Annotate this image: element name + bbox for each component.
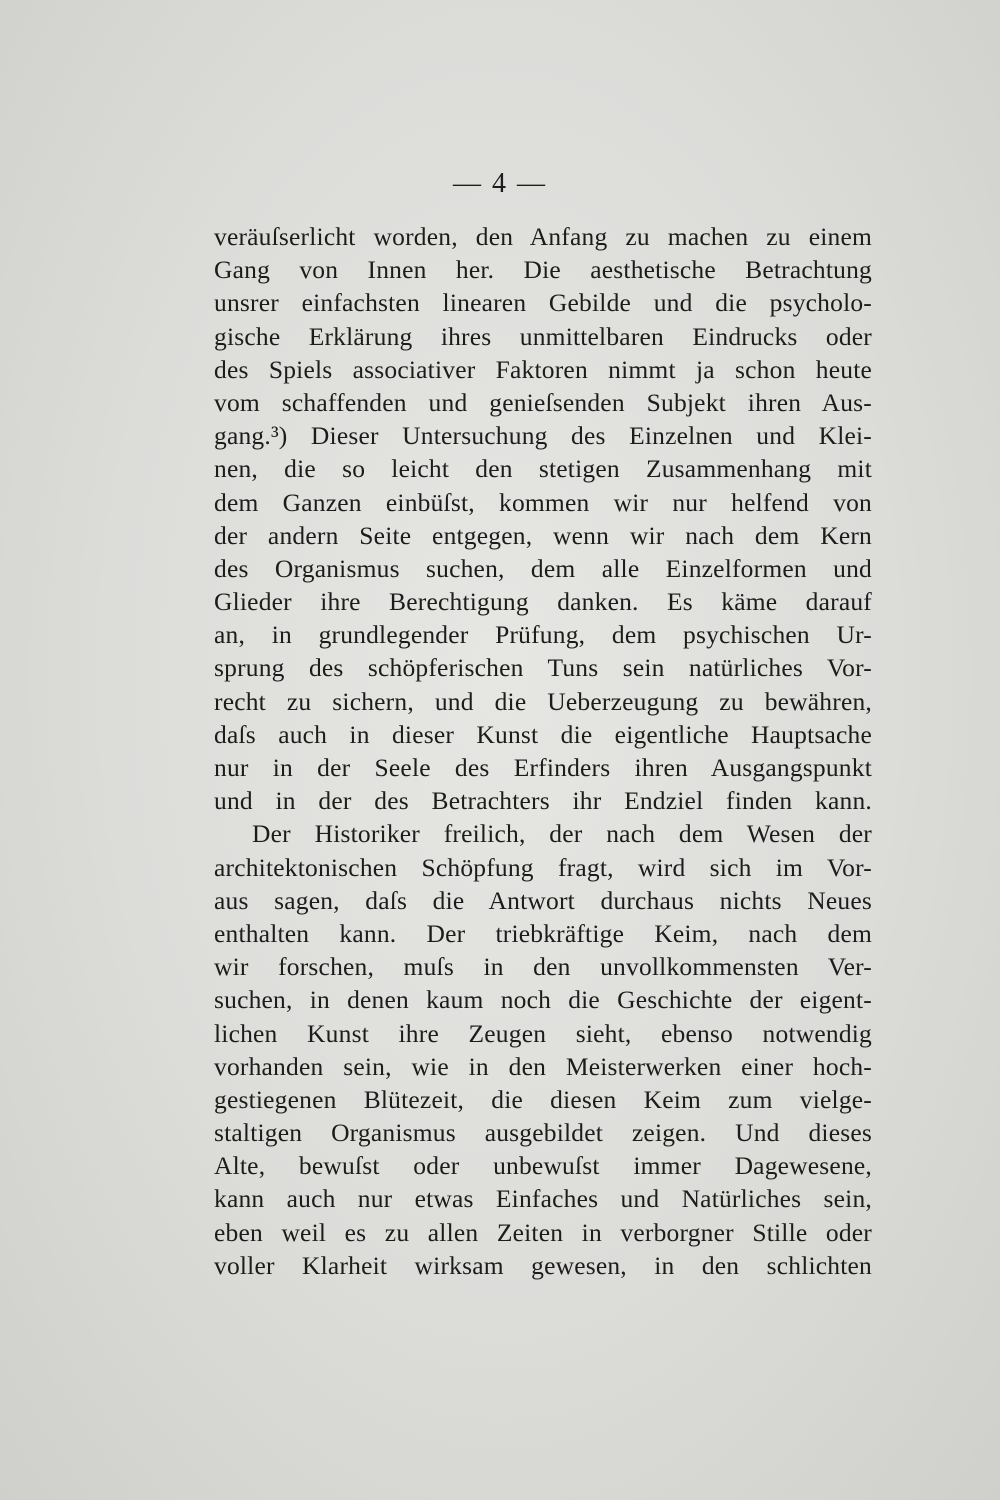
text-line: Der Historiker freilich, der nach dem Wesen der <box>252 819 872 849</box>
text-line: dem Ganzen einbüſst, kommen wir nur helfend von <box>214 487 872 517</box>
text-line: und in der des Betrachters ihr Endziel finden kann. <box>214 786 872 816</box>
text-line: vorhanden sein, wie in den Meisterwerken einer hoch- <box>214 1051 872 1081</box>
text-line: daſs auch in dieser Kunst die eigentliche Hauptsache <box>214 719 872 749</box>
text-line: des Spiels associativer Faktoren nimmt ja schon heute <box>214 354 872 384</box>
text-line: unsrer einfachsten linearen Gebilde und die psycholo- <box>214 288 872 318</box>
page-number-header: — 4 — <box>453 168 547 199</box>
text-line: nen, die so leicht den stetigen Zusammenhang mit <box>214 454 872 484</box>
text-line: gestiegenen Blütezeit, die diesen Keim zum vielge- <box>214 1084 872 1114</box>
text-line: architektonischen Schöpfung fragt, wird sich im Vor- <box>214 852 872 882</box>
text-line: suchen, in denen kaum noch die Geschichte der eigent- <box>214 985 872 1015</box>
text-line: kann auch nur etwas Einfaches und Natürliches sein, <box>214 1184 872 1214</box>
text-line: voller Klarheit wirksam gewesen, in den schlichten <box>214 1250 872 1280</box>
text-line: Alte, bewuſst oder unbewuſst immer Dagewesene, <box>214 1151 872 1181</box>
text-line: vom schaffenden und genieſsenden Subjekt ihren Aus- <box>214 387 872 417</box>
text-line: eben weil es zu allen Zeiten in verborgner Stille oder <box>214 1217 872 1247</box>
text-line: aus sagen, daſs die Antwort durchaus nichts Neues <box>214 885 872 915</box>
text-line: recht zu sichern, und die Ueberzeugung zu bewähren, <box>214 686 872 716</box>
text-line: der andern Seite entgegen, wenn wir nach dem Kern <box>214 520 872 550</box>
text-line: nur in der Seele des Erfinders ihren Ausgangspunkt <box>214 753 872 782</box>
text-line: Glieder ihre Berechtigung danken. Es käme darauf <box>214 587 872 617</box>
text-line: veräuſserlicht worden, den Anfang zu machen zu einem <box>214 222 872 251</box>
text-line: wir forschen, muſs in den unvollkommensten Ver- <box>214 952 872 982</box>
text-line: gang.³) Dieser Untersuchung des Einzelnen und Klei- <box>214 421 872 451</box>
body-text <box>214 220 872 1282</box>
text-line: sprung des schöpferischen Tuns sein natürliches Vor- <box>214 653 872 683</box>
text-line: an, in grundlegender Prüfung, dem psychischen Ur- <box>214 620 872 650</box>
text-line: staltigen Organismus ausgebildet zeigen. Und dieses <box>214 1118 872 1148</box>
text-line: enthalten kann. Der triebkräftige Keim, nach dem <box>214 918 872 948</box>
text-line: des Organismus suchen, dem alle Einzelformen und <box>214 553 872 583</box>
text-line: lichen Kunst ihre Zeugen sieht, ebenso notwendig <box>214 1018 872 1048</box>
text-line: Gang von Innen her. Die aesthetische Betrachtung <box>214 255 872 285</box>
text-line: gische Erklärung ihres unmittelbaren Eindrucks oder <box>214 321 872 351</box>
